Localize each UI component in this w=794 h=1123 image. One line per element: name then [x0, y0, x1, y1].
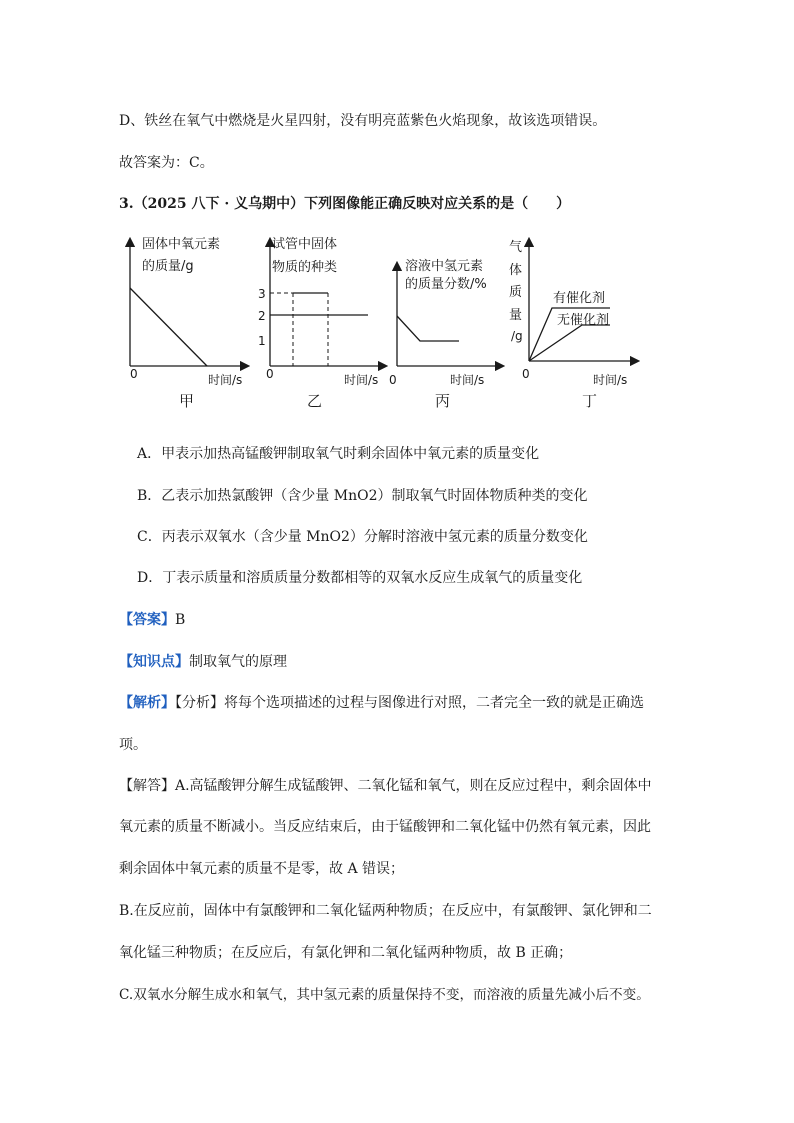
ding-ylabel: 质 — [509, 285, 523, 300]
question-title: 3.（2025 八下 · 义乌期中）下列图像能正确反映对应关系的是（ ） — [119, 196, 571, 212]
analysis-value: 【分析】将每个选项描述的过程与图像进行对照，二者完全一致的就是正确选 — [175, 695, 644, 711]
analysis-tag: 【解析】 — [119, 695, 175, 711]
bing-name: 丙 — [435, 392, 451, 410]
knowledge-line — [119, 651, 287, 671]
yi-xlabel: 时间/s — [344, 373, 379, 387]
jia-ylabel: 固体中氧元素 — [142, 237, 221, 252]
ding-ylabel: 量 — [509, 308, 523, 323]
solution-line: 氧元素的质量不断减小。当反应结束后，由于锰酸钾和二氧化锰中仍然有氧元素，因此 — [119, 819, 651, 835]
bing-line — [397, 316, 459, 341]
chart-ding — [509, 240, 635, 410]
solution-line: B.在反应前，固体中有氯酸钾和二氧化锰两种物质；在反应中，有氯酸钾、氯化钾和二 — [119, 903, 652, 919]
chart-bing — [389, 258, 500, 410]
ding-origin: 0 — [522, 367, 530, 381]
text-line: D、铁丝在氧气中燃烧是火星四射，没有明亮蓝紫色火焰现象，故该选项错误。 — [119, 113, 607, 129]
ding-ylabel: /g — [511, 329, 523, 343]
yi-ylabel: 试管中固体 — [272, 237, 338, 252]
text-line: 项。 — [119, 737, 147, 753]
option-a: A．甲表示加热高锰酸钾制取氧气时剩余固体中氧元素的质量变化 — [137, 446, 540, 462]
knowledge-tag: 【知识点】 — [119, 654, 189, 670]
yi-origin: 0 — [266, 367, 274, 381]
yi-tick: 2 — [258, 309, 266, 323]
knowledge-value: 制取氧气的原理 — [189, 654, 287, 670]
yi-name: 乙 — [307, 392, 323, 410]
solution-line: 【解答】A.高锰酸钾分解生成锰酸钾、二氧化锰和氧气，则在反应过程中，剩余固体中 — [119, 778, 652, 794]
option-b: B．乙表示加热氯酸钾（含少量 MnO2）制取氧气时固体物质种类的变化 — [137, 488, 588, 504]
bing-ylabel: 溶液中氢元素 — [405, 259, 484, 274]
solution-line: 剩余固体中氧元素的质量不是零，故 A 错误； — [119, 861, 405, 877]
option-d: D．丁表示质量和溶质质量分数都相等的双氧水反应生成氧气的质量变化 — [137, 570, 583, 586]
yi-tick: 1 — [258, 334, 266, 348]
ding-xlabel: 时间/s — [593, 373, 628, 387]
jia-line — [130, 288, 207, 366]
jia-ylabel: 的质量/g — [142, 259, 194, 274]
ding-ylabel: 体 — [509, 263, 523, 278]
option-c: C．丙表示双氧水（含少量 MnO2）分解时溶液中氢元素的质量分数变化 — [137, 529, 588, 545]
text-line: 故答案为：C。 — [119, 155, 214, 171]
bing-xlabel: 时间/s — [450, 373, 485, 387]
answer-line — [119, 609, 185, 629]
ding-legend: 有催化剂 — [553, 291, 606, 306]
bing-origin: 0 — [389, 373, 397, 387]
chart-jia — [130, 236, 245, 410]
jia-name: 甲 — [179, 392, 195, 410]
yi-ylabel: 物质的种类 — [272, 260, 338, 275]
answer-tag: 【答案】 — [119, 612, 175, 628]
jia-origin: 0 — [130, 367, 138, 381]
answer-value: B — [175, 612, 186, 628]
chart-yi — [258, 236, 383, 410]
solution-line: C.双氧水分解生成水和氧气，其中氢元素的质量保持不变，而溶液的质量先减小后不变。 — [119, 987, 650, 1003]
solution-line: 氧化锰三种物质；在反应后，有氯化钾和二氧化锰两种物质，故 B 正确； — [119, 945, 573, 961]
yi-tick: 3 — [258, 287, 266, 301]
bing-ylabel: 的质量分数/% — [405, 277, 487, 292]
ding-ylabel: 气 — [509, 240, 523, 255]
analysis-line — [119, 692, 644, 712]
jia-xlabel: 时间/s — [208, 373, 243, 387]
figure-panel — [115, 228, 645, 418]
ding-name: 丁 — [582, 392, 598, 410]
ding-line-nocatalyst — [529, 325, 610, 361]
ding-legend: 无催化剂 — [557, 313, 610, 328]
